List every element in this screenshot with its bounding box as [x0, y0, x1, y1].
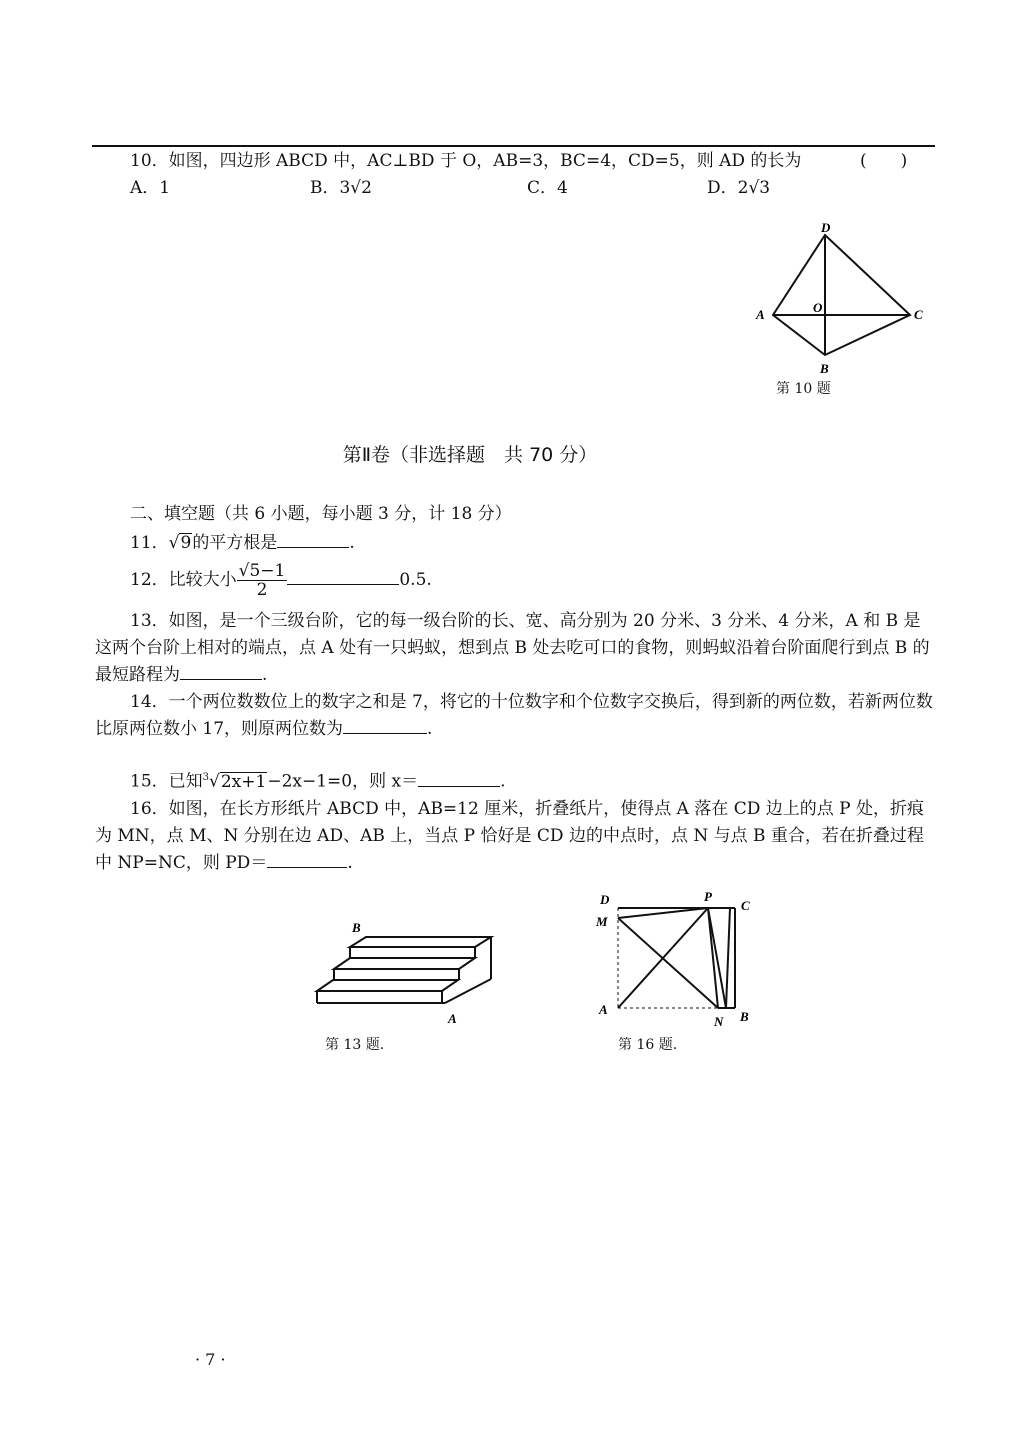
fig16-caption: 第 16 题.	[618, 1037, 678, 1053]
q12-prefix: 12．比较大小	[130, 570, 237, 590]
q15-middle: −2x−1=0，则 x＝	[267, 771, 419, 792]
q12-frac-den: 2	[256, 580, 268, 600]
fig16-label-a: A	[599, 1002, 608, 1017]
fig16-label-c: C	[741, 898, 750, 913]
page-number: · 7 ·	[195, 1350, 226, 1369]
q11-answer-blank[interactable]	[277, 531, 349, 548]
fig13-staircase	[305, 915, 505, 1030]
fig16-label-n: N	[714, 1014, 724, 1029]
q15-prefix: 15．已知	[130, 771, 203, 792]
q11-text: 的平方根是	[192, 533, 278, 553]
q13-text: 13．如图，是一个三级台阶，它的每一级台阶的长、宽、高分别为 20 分米、3 分米、4 分米，A 和 B 是这两个台阶上相对的端点，点 A 处有一只蚂蚁，想到点 B 处去吃可口的食物，则蚂蚁沿着台阶面爬行到点 B 的最短路程为	[95, 611, 930, 685]
q13-answer-blank[interactable]	[180, 663, 262, 680]
q11-number: 11．	[130, 533, 169, 553]
q14-answer-blank[interactable]	[343, 717, 427, 734]
fig13-label-b: B	[352, 920, 361, 935]
q13-end: .	[262, 665, 268, 685]
q15-answer-blank[interactable]	[418, 770, 500, 787]
q15-root-index: 3	[202, 772, 210, 783]
q11: 11．√9的平方根是 .	[130, 533, 355, 553]
label-b: B	[820, 361, 829, 376]
q14	[95, 689, 935, 743]
q12-frac-num: √5−1	[238, 561, 286, 581]
q10-option-b: B．3√2	[310, 178, 372, 198]
q16-text: 16．如图，在长方形纸片 ABCD 中，AB=12 厘米，折叠纸片，使得点 A 落在 CD 边上的点 P 处，折痕为 MN，点 M、N 分别在边 AD、AB 上，当点 P 恰好是 CD 边的中点时，点 N 与点 B 重合，若在折叠过程中 NP=NC，则 PD＝	[95, 799, 924, 873]
part2-heading: 二、填空题（共 6 小题，每小题 3 分，计 18 分）	[130, 504, 512, 524]
q10-option-c: C．4	[527, 178, 568, 198]
q16-end: .	[347, 853, 353, 873]
q12	[130, 562, 432, 599]
fig16-rectangle-fold	[590, 888, 760, 1038]
fig16-label-m: M	[596, 914, 608, 929]
top-rule	[92, 145, 935, 147]
q15: 15．已知$^3$√2x+1−2x−1=0，则 x＝ .	[130, 771, 506, 792]
q10-figure-caption: 第 10 题	[776, 381, 831, 397]
fig16-label-b: B	[740, 1009, 749, 1024]
q12-answer-blank[interactable]	[287, 568, 399, 585]
q16	[95, 796, 935, 877]
label-o: O	[813, 300, 823, 315]
fig16-label-d: D	[600, 892, 610, 907]
fig13-caption: 第 13 题.	[325, 1037, 385, 1053]
q14-end: .	[427, 719, 433, 739]
q10-option-d: D．2√3	[707, 178, 771, 198]
q13	[95, 608, 935, 689]
quadrilateral-abcd	[773, 235, 910, 355]
q10-stem: 10．如图，四边形 ABCD 中，AC⊥BD 于 O，AB=3，BC=4，CD=5，则 AD 的长为	[130, 151, 802, 171]
q12-suffix: 0.5.	[399, 570, 432, 590]
fig13-label-a: A	[448, 1011, 457, 1026]
q12-fraction	[237, 562, 288, 599]
label-d: D	[821, 220, 831, 235]
label-a: A	[756, 307, 765, 322]
q10-answer-paren: ( )	[860, 151, 908, 171]
fig16-label-p: P	[704, 889, 712, 904]
q15-radicand: 2x+1	[220, 771, 267, 792]
section-title: 第Ⅱ卷（非选择题 共 70 分）	[342, 444, 598, 466]
q10-option-a: A．1	[130, 178, 171, 198]
q11-radicand: 9	[180, 533, 192, 553]
q16-answer-blank[interactable]	[267, 851, 347, 868]
q14-text: 14．一个两位数数位上的数字之和是 7，将它的十位数字和个位数字交换后，得到新的两位数，若新两位数比原两位数小 17，则原两位数为	[95, 692, 933, 739]
q15-end: .	[500, 771, 506, 792]
q10-figure	[745, 215, 935, 380]
q11-end: .	[349, 533, 355, 553]
label-c: C	[914, 307, 923, 322]
